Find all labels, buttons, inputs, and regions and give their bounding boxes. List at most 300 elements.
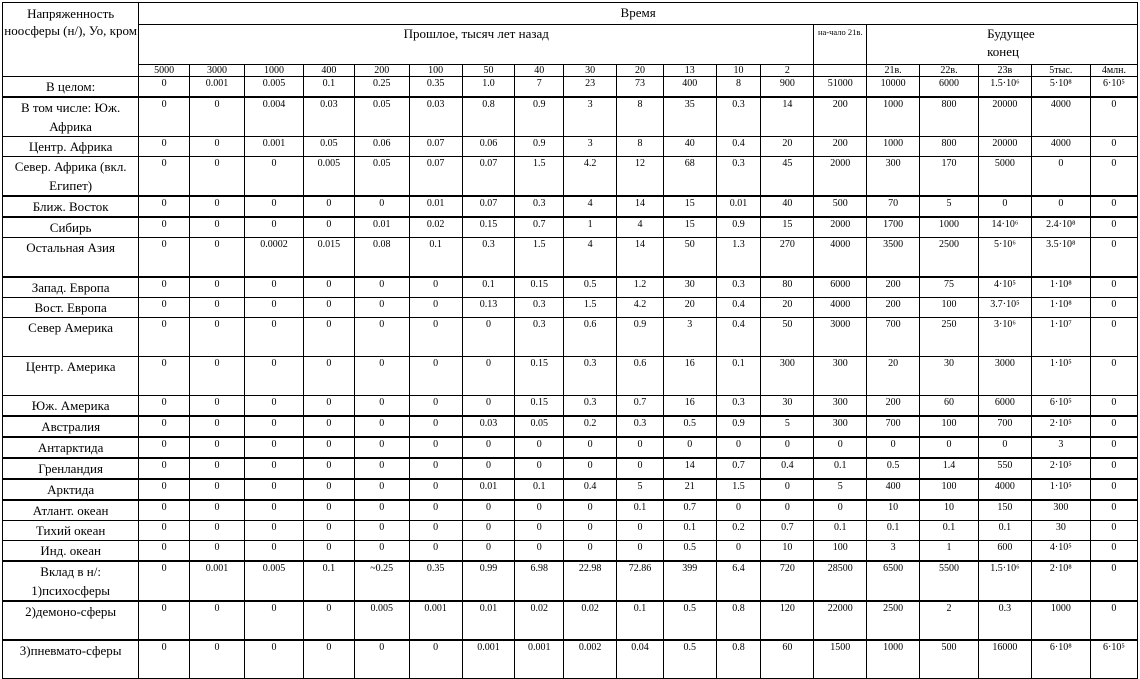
table-cell: 20000 bbox=[978, 137, 1031, 157]
table-cell: 0 bbox=[190, 520, 245, 540]
table-cell: 16 bbox=[663, 395, 716, 416]
table-cell: 0 bbox=[190, 196, 245, 217]
table-cell: 0.07 bbox=[462, 157, 515, 197]
table-row bbox=[3, 520, 1138, 540]
table-cell: 10 bbox=[761, 540, 814, 561]
table-cell: 0 bbox=[190, 416, 245, 437]
table-row bbox=[3, 217, 1138, 238]
table-row bbox=[3, 395, 1138, 416]
table-cell: 0 bbox=[244, 277, 303, 298]
table-cell: 0 bbox=[663, 437, 716, 458]
table-cell: 0 bbox=[190, 395, 245, 416]
table-cell: 8 bbox=[617, 97, 664, 137]
table-cell: 0 bbox=[409, 540, 462, 561]
table-cell: 60 bbox=[920, 395, 979, 416]
table-cell: 20 bbox=[663, 297, 716, 317]
table-row bbox=[3, 561, 1138, 601]
table-cell: 0.7 bbox=[617, 395, 664, 416]
table-cell: 0 bbox=[139, 520, 190, 540]
table-cell: 4000 bbox=[1031, 97, 1090, 137]
table-cell: 1500 bbox=[814, 640, 867, 679]
table-cell: 0 bbox=[244, 540, 303, 561]
table-cell: 0 bbox=[564, 520, 617, 540]
table-cell: 0 bbox=[303, 601, 354, 640]
row-label: Ближ. Восток bbox=[3, 196, 139, 217]
table-cell: 0.8 bbox=[462, 97, 515, 137]
table-cell: 2.4·10⁸ bbox=[1031, 217, 1090, 238]
table-cell: 0 bbox=[139, 277, 190, 298]
table-cell: 20 bbox=[761, 297, 814, 317]
table-cell: 0 bbox=[354, 297, 409, 317]
corner-header: Напряженность ноосферы (н/), Уо, кром bbox=[3, 3, 139, 77]
table-cell: 2000 bbox=[814, 157, 867, 197]
table-cell: 40 bbox=[761, 196, 814, 217]
table-cell: 0.01 bbox=[462, 601, 515, 640]
table-cell: 60 bbox=[761, 640, 814, 679]
table-cell: 15 bbox=[663, 196, 716, 217]
table-cell: 1.5·10⁶ bbox=[978, 561, 1031, 601]
table-cell: 0.9 bbox=[515, 97, 564, 137]
table-cell: 5500 bbox=[920, 561, 979, 601]
table-cell: 0.07 bbox=[409, 157, 462, 197]
table-cell: 0 bbox=[716, 500, 761, 521]
future-header: Будущее конец bbox=[867, 25, 1138, 65]
table-cell: 0 bbox=[617, 520, 664, 540]
table-cell: 1.0 bbox=[462, 77, 515, 98]
table-cell: 0.1 bbox=[303, 77, 354, 98]
table-cell: 399 bbox=[663, 561, 716, 601]
table-cell: 0.13 bbox=[462, 297, 515, 317]
table-cell: 0 bbox=[303, 395, 354, 416]
table-cell: 0.4 bbox=[716, 297, 761, 317]
table-cell: 0.3 bbox=[515, 317, 564, 356]
table-cell: 0 bbox=[564, 540, 617, 561]
table-row bbox=[3, 157, 1138, 197]
table-cell: 2500 bbox=[920, 238, 979, 277]
past-col-header: 40 bbox=[515, 65, 564, 77]
table-cell: 1 bbox=[920, 540, 979, 561]
table-cell: 0 bbox=[1031, 157, 1090, 197]
table-cell: 0.01 bbox=[716, 196, 761, 217]
table-cell: 0.3 bbox=[716, 395, 761, 416]
table-cell: 0.004 bbox=[244, 97, 303, 137]
table-cell: 0 bbox=[190, 277, 245, 298]
table-cell: 0 bbox=[303, 356, 354, 395]
table-cell: 0.08 bbox=[354, 238, 409, 277]
table-cell: 0.3 bbox=[716, 157, 761, 197]
table-cell: 0 bbox=[617, 458, 664, 479]
table-cell: 0 bbox=[139, 317, 190, 356]
table-cell: 4 bbox=[564, 196, 617, 217]
table-cell: 1.2 bbox=[617, 277, 664, 298]
table-cell: 0 bbox=[409, 416, 462, 437]
table-cell: 700 bbox=[867, 317, 920, 356]
table-cell: 1000 bbox=[867, 640, 920, 679]
table-cell: 150 bbox=[978, 500, 1031, 521]
table-row bbox=[3, 640, 1138, 679]
table-cell: 0.001 bbox=[190, 77, 245, 98]
table-cell: 700 bbox=[867, 416, 920, 437]
future-col-header: 5тыс. bbox=[1031, 65, 1090, 77]
table-cell: 0.03 bbox=[303, 97, 354, 137]
table-cell: 0 bbox=[139, 217, 190, 238]
table-cell: 15 bbox=[663, 217, 716, 238]
table-cell: 0.3 bbox=[564, 395, 617, 416]
row-label: В том числе: Юж. Африка bbox=[3, 97, 139, 137]
table-cell: 1000 bbox=[1031, 601, 1090, 640]
table-cell: 0.01 bbox=[354, 217, 409, 238]
table-cell: 0 bbox=[139, 437, 190, 458]
row-label: Австралия bbox=[3, 416, 139, 437]
past-col-header: 400 bbox=[303, 65, 354, 77]
table-cell: 0 bbox=[617, 540, 664, 561]
table-cell: 30 bbox=[920, 356, 979, 395]
table-cell: 0 bbox=[303, 277, 354, 298]
table-cell: 0.02 bbox=[409, 217, 462, 238]
table-cell: 0 bbox=[303, 217, 354, 238]
table-cell: 600 bbox=[978, 540, 1031, 561]
table-cell: 1000 bbox=[867, 97, 920, 137]
table-cell: 300 bbox=[761, 356, 814, 395]
table-cell: 80 bbox=[761, 277, 814, 298]
table-cell: 0.4 bbox=[564, 479, 617, 500]
table-cell: 3500 bbox=[867, 238, 920, 277]
table-cell: 200 bbox=[867, 297, 920, 317]
table-cell: 0.5 bbox=[663, 416, 716, 437]
table-cell: 300 bbox=[1031, 500, 1090, 521]
table-cell: 10000 bbox=[867, 77, 920, 98]
table-cell: 270 bbox=[761, 238, 814, 277]
table-cell: 0 bbox=[1090, 601, 1137, 640]
row-label: Гренландия bbox=[3, 458, 139, 479]
table-cell: 0 bbox=[920, 437, 979, 458]
table-cell: 0 bbox=[190, 601, 245, 640]
table-cell: 0.3 bbox=[716, 97, 761, 137]
table-cell: 2·10⁵ bbox=[1031, 416, 1090, 437]
table-cell: ~0.25 bbox=[354, 561, 409, 601]
table-cell: 50 bbox=[663, 238, 716, 277]
table-cell: 0.99 bbox=[462, 561, 515, 601]
table-cell: 3 bbox=[1031, 437, 1090, 458]
start-21-header: на-чало 21в. bbox=[814, 25, 867, 65]
table-cell: 0.8 bbox=[716, 601, 761, 640]
table-cell: 5 bbox=[761, 416, 814, 437]
table-cell: 0 bbox=[354, 416, 409, 437]
table-cell: 0 bbox=[761, 479, 814, 500]
table-cell: 200 bbox=[814, 137, 867, 157]
table-cell: 0 bbox=[409, 395, 462, 416]
past-col-header: 200 bbox=[354, 65, 409, 77]
table-cell: 0 bbox=[244, 317, 303, 356]
table-cell: 6·10⁸ bbox=[1031, 640, 1090, 679]
table-cell: 0.05 bbox=[515, 416, 564, 437]
table-cell: 0.1 bbox=[617, 500, 664, 521]
table-cell: 0 bbox=[462, 540, 515, 561]
table-cell: 0 bbox=[716, 540, 761, 561]
table-cell: 0 bbox=[1031, 196, 1090, 217]
table-cell: 20 bbox=[761, 137, 814, 157]
table-cell: 0 bbox=[1090, 97, 1137, 137]
table-cell: 0.15 bbox=[515, 277, 564, 298]
table-cell: 6.98 bbox=[515, 561, 564, 601]
table-cell: 0.1 bbox=[978, 520, 1031, 540]
table-cell: 0.001 bbox=[244, 137, 303, 157]
table-cell: 5 bbox=[814, 479, 867, 500]
table-cell: 0 bbox=[190, 317, 245, 356]
table-cell: 10 bbox=[867, 500, 920, 521]
table-cell: 0 bbox=[139, 479, 190, 500]
table-cell: 0.06 bbox=[354, 137, 409, 157]
table-row bbox=[3, 277, 1138, 298]
table-cell: 800 bbox=[920, 137, 979, 157]
table-cell: 0.9 bbox=[515, 137, 564, 157]
past-header: Прошлое, тысяч лет назад bbox=[139, 25, 814, 65]
table-cell: 0 bbox=[409, 277, 462, 298]
table-cell: 0 bbox=[190, 458, 245, 479]
table-cell: 72.86 bbox=[617, 561, 664, 601]
past-col-header: 50 bbox=[462, 65, 515, 77]
table-cell: 550 bbox=[978, 458, 1031, 479]
table-cell: 70 bbox=[867, 196, 920, 217]
table-cell: 2·10⁵ bbox=[1031, 458, 1090, 479]
table-cell: 400 bbox=[867, 479, 920, 500]
table-cell: 0.03 bbox=[462, 416, 515, 437]
table-cell: 100 bbox=[814, 540, 867, 561]
table-cell: 3 bbox=[564, 137, 617, 157]
table-cell: 1 bbox=[564, 217, 617, 238]
table-cell: 3.7·10⁵ bbox=[978, 297, 1031, 317]
table-cell: 0 bbox=[761, 500, 814, 521]
table-cell: 0.1 bbox=[814, 520, 867, 540]
table-cell: 0 bbox=[409, 356, 462, 395]
table-cell: 0 bbox=[244, 437, 303, 458]
table-cell: 0 bbox=[354, 395, 409, 416]
table-cell: 400 bbox=[663, 77, 716, 98]
table-cell: 0 bbox=[1090, 137, 1137, 157]
past-col-header: 10 bbox=[716, 65, 761, 77]
table-cell: 700 bbox=[978, 416, 1031, 437]
table-cell: 0 bbox=[1090, 157, 1137, 197]
table-cell: 0 bbox=[190, 297, 245, 317]
table-cell: 0 bbox=[139, 238, 190, 277]
table-cell: 500 bbox=[920, 640, 979, 679]
table-cell: 0.7 bbox=[663, 500, 716, 521]
table-cell: 0 bbox=[515, 458, 564, 479]
table-cell: 300 bbox=[867, 157, 920, 197]
table-cell: 0 bbox=[409, 479, 462, 500]
table-cell: 100 bbox=[920, 297, 979, 317]
time-header: Время bbox=[139, 3, 1138, 25]
past-col-header: 2 bbox=[761, 65, 814, 77]
table-row bbox=[3, 601, 1138, 640]
table-cell: 0 bbox=[1090, 437, 1137, 458]
past-col-header: 5000 bbox=[139, 65, 190, 77]
table-cell: 0 bbox=[462, 520, 515, 540]
table-cell: 0.1 bbox=[867, 520, 920, 540]
table-cell: 0 bbox=[354, 317, 409, 356]
table-cell: 0 bbox=[190, 479, 245, 500]
table-cell: 0.9 bbox=[716, 416, 761, 437]
table-cell: 1.5 bbox=[564, 297, 617, 317]
table-cell: 6000 bbox=[814, 277, 867, 298]
table-cell: 0.15 bbox=[515, 395, 564, 416]
table-cell: 200 bbox=[867, 277, 920, 298]
table-cell: 0.8 bbox=[716, 640, 761, 679]
table-cell: 0 bbox=[139, 297, 190, 317]
table-cell: 0.02 bbox=[564, 601, 617, 640]
table-cell: 0.02 bbox=[515, 601, 564, 640]
future-col-header: 23в bbox=[978, 65, 1031, 77]
table-cell: 0 bbox=[409, 437, 462, 458]
table-cell: 40 bbox=[663, 137, 716, 157]
table-cell: 4000 bbox=[1031, 137, 1090, 157]
row-label: Вклад в н/: 1)психосферы bbox=[3, 561, 139, 601]
table-cell: 0.4 bbox=[716, 137, 761, 157]
table-cell: 0 bbox=[409, 458, 462, 479]
table-row bbox=[3, 437, 1138, 458]
table-cell: 6500 bbox=[867, 561, 920, 601]
table-cell: 0.3 bbox=[978, 601, 1031, 640]
table-cell: 0 bbox=[303, 479, 354, 500]
past-col-header: 20 bbox=[617, 65, 664, 77]
table-cell: 0 bbox=[303, 640, 354, 679]
table-cell: 200 bbox=[814, 97, 867, 137]
table-cell: 6·10⁵ bbox=[1031, 395, 1090, 416]
table-cell: 0.0002 bbox=[244, 238, 303, 277]
table-cell: 75 bbox=[920, 277, 979, 298]
table-cell: 0 bbox=[409, 317, 462, 356]
row-label: Центр. Америка bbox=[3, 356, 139, 395]
row-label: Атлант. океан bbox=[3, 500, 139, 521]
table-cell: 0 bbox=[515, 437, 564, 458]
table-cell: 0 bbox=[244, 157, 303, 197]
table-cell: 0 bbox=[1090, 479, 1137, 500]
table-cell: 0 bbox=[303, 196, 354, 217]
table-cell: 0.07 bbox=[462, 196, 515, 217]
table-cell: 0 bbox=[244, 416, 303, 437]
future-col-header: 22в. bbox=[920, 65, 979, 77]
table-cell: 0 bbox=[409, 520, 462, 540]
table-cell: 0 bbox=[515, 520, 564, 540]
table-cell: 0 bbox=[978, 196, 1031, 217]
table-cell: 0 bbox=[139, 137, 190, 157]
table-cell: 0 bbox=[190, 157, 245, 197]
table-cell: 0 bbox=[190, 238, 245, 277]
table-cell: 5 bbox=[617, 479, 664, 500]
past-col-header: 100 bbox=[409, 65, 462, 77]
table-cell: 0 bbox=[139, 500, 190, 521]
table-cell: 100 bbox=[920, 416, 979, 437]
table-cell: 0.7 bbox=[716, 458, 761, 479]
table-cell: 10 bbox=[920, 500, 979, 521]
row-label: Юж. Америка bbox=[3, 395, 139, 416]
table-cell: 0.07 bbox=[409, 137, 462, 157]
table-cell: 5·10⁶ bbox=[978, 238, 1031, 277]
table-cell: 73 bbox=[617, 77, 664, 98]
table-cell: 0 bbox=[462, 317, 515, 356]
table-row bbox=[3, 317, 1138, 356]
table-cell: 120 bbox=[761, 601, 814, 640]
table-cell: 0.005 bbox=[244, 77, 303, 98]
row-label: 2)демоно-сферы bbox=[3, 601, 139, 640]
table-cell: 45 bbox=[761, 157, 814, 197]
table-cell: 0.6 bbox=[564, 317, 617, 356]
table-cell: 100 bbox=[920, 479, 979, 500]
past-col-header: 3000 bbox=[190, 65, 245, 77]
row-label: Вост. Европа bbox=[3, 297, 139, 317]
row-label: 3)пневмато-сферы bbox=[3, 640, 139, 679]
table-cell: 0 bbox=[354, 500, 409, 521]
table-cell: 30 bbox=[1031, 520, 1090, 540]
table-cell: 0 bbox=[139, 540, 190, 561]
row-label: В целом: bbox=[3, 77, 139, 98]
table-cell: 0 bbox=[244, 458, 303, 479]
table-cell: 0.25 bbox=[354, 77, 409, 98]
table-cell: 15 bbox=[761, 217, 814, 238]
table-cell: 500 bbox=[814, 196, 867, 217]
table-cell: 0.05 bbox=[303, 137, 354, 157]
table-cell: 0 bbox=[1090, 520, 1137, 540]
table-cell: 0.3 bbox=[716, 277, 761, 298]
table-cell: 0.5 bbox=[663, 540, 716, 561]
past-col-header: 30 bbox=[564, 65, 617, 77]
table-cell: 0 bbox=[139, 196, 190, 217]
table-cell: 0 bbox=[354, 356, 409, 395]
table-cell: 4 bbox=[617, 217, 664, 238]
table-cell: 0 bbox=[1090, 277, 1137, 298]
table-cell: 0 bbox=[1090, 540, 1137, 561]
table-cell: 1700 bbox=[867, 217, 920, 238]
row-label: Антарктида bbox=[3, 437, 139, 458]
table-cell: 0.9 bbox=[617, 317, 664, 356]
table-cell: 0 bbox=[303, 297, 354, 317]
table-cell: 0 bbox=[354, 196, 409, 217]
table-cell: 0 bbox=[867, 437, 920, 458]
table-cell: 2000 bbox=[814, 217, 867, 238]
table-cell: 0 bbox=[303, 416, 354, 437]
table-cell: 4000 bbox=[814, 238, 867, 277]
table-cell: 0.1 bbox=[515, 479, 564, 500]
table-cell: 0.1 bbox=[716, 356, 761, 395]
table-cell: 0 bbox=[303, 437, 354, 458]
table-cell: 0 bbox=[139, 97, 190, 137]
table-cell: 0.001 bbox=[462, 640, 515, 679]
table-cell: 0.7 bbox=[515, 217, 564, 238]
table-cell: 1.3 bbox=[716, 238, 761, 277]
row-label: Остальная Азия bbox=[3, 238, 139, 277]
table-cell: 5·10⁸ bbox=[1031, 77, 1090, 98]
table-cell: 0 bbox=[1090, 561, 1137, 601]
table-cell: 4.2 bbox=[617, 297, 664, 317]
table-cell: 16000 bbox=[978, 640, 1031, 679]
table-cell: 1·10⁵ bbox=[1031, 479, 1090, 500]
table-cell: 0 bbox=[244, 520, 303, 540]
table-row bbox=[3, 297, 1138, 317]
past-col-header: 13 bbox=[663, 65, 716, 77]
table-cell: 0.5 bbox=[663, 601, 716, 640]
table-cell: 1.4 bbox=[920, 458, 979, 479]
table-cell: 0.3 bbox=[564, 356, 617, 395]
future-col-header: 4млн. bbox=[1090, 65, 1137, 77]
table-cell: 0.001 bbox=[409, 601, 462, 640]
table-cell: 0 bbox=[139, 601, 190, 640]
table-row bbox=[3, 540, 1138, 561]
table-cell: 0.3 bbox=[462, 238, 515, 277]
table-cell: 4·10⁵ bbox=[978, 277, 1031, 298]
row-label: Север. Африка (вкл. Египет) bbox=[3, 157, 139, 197]
table-cell: 0 bbox=[716, 437, 761, 458]
noosphere-table bbox=[2, 2, 1138, 679]
